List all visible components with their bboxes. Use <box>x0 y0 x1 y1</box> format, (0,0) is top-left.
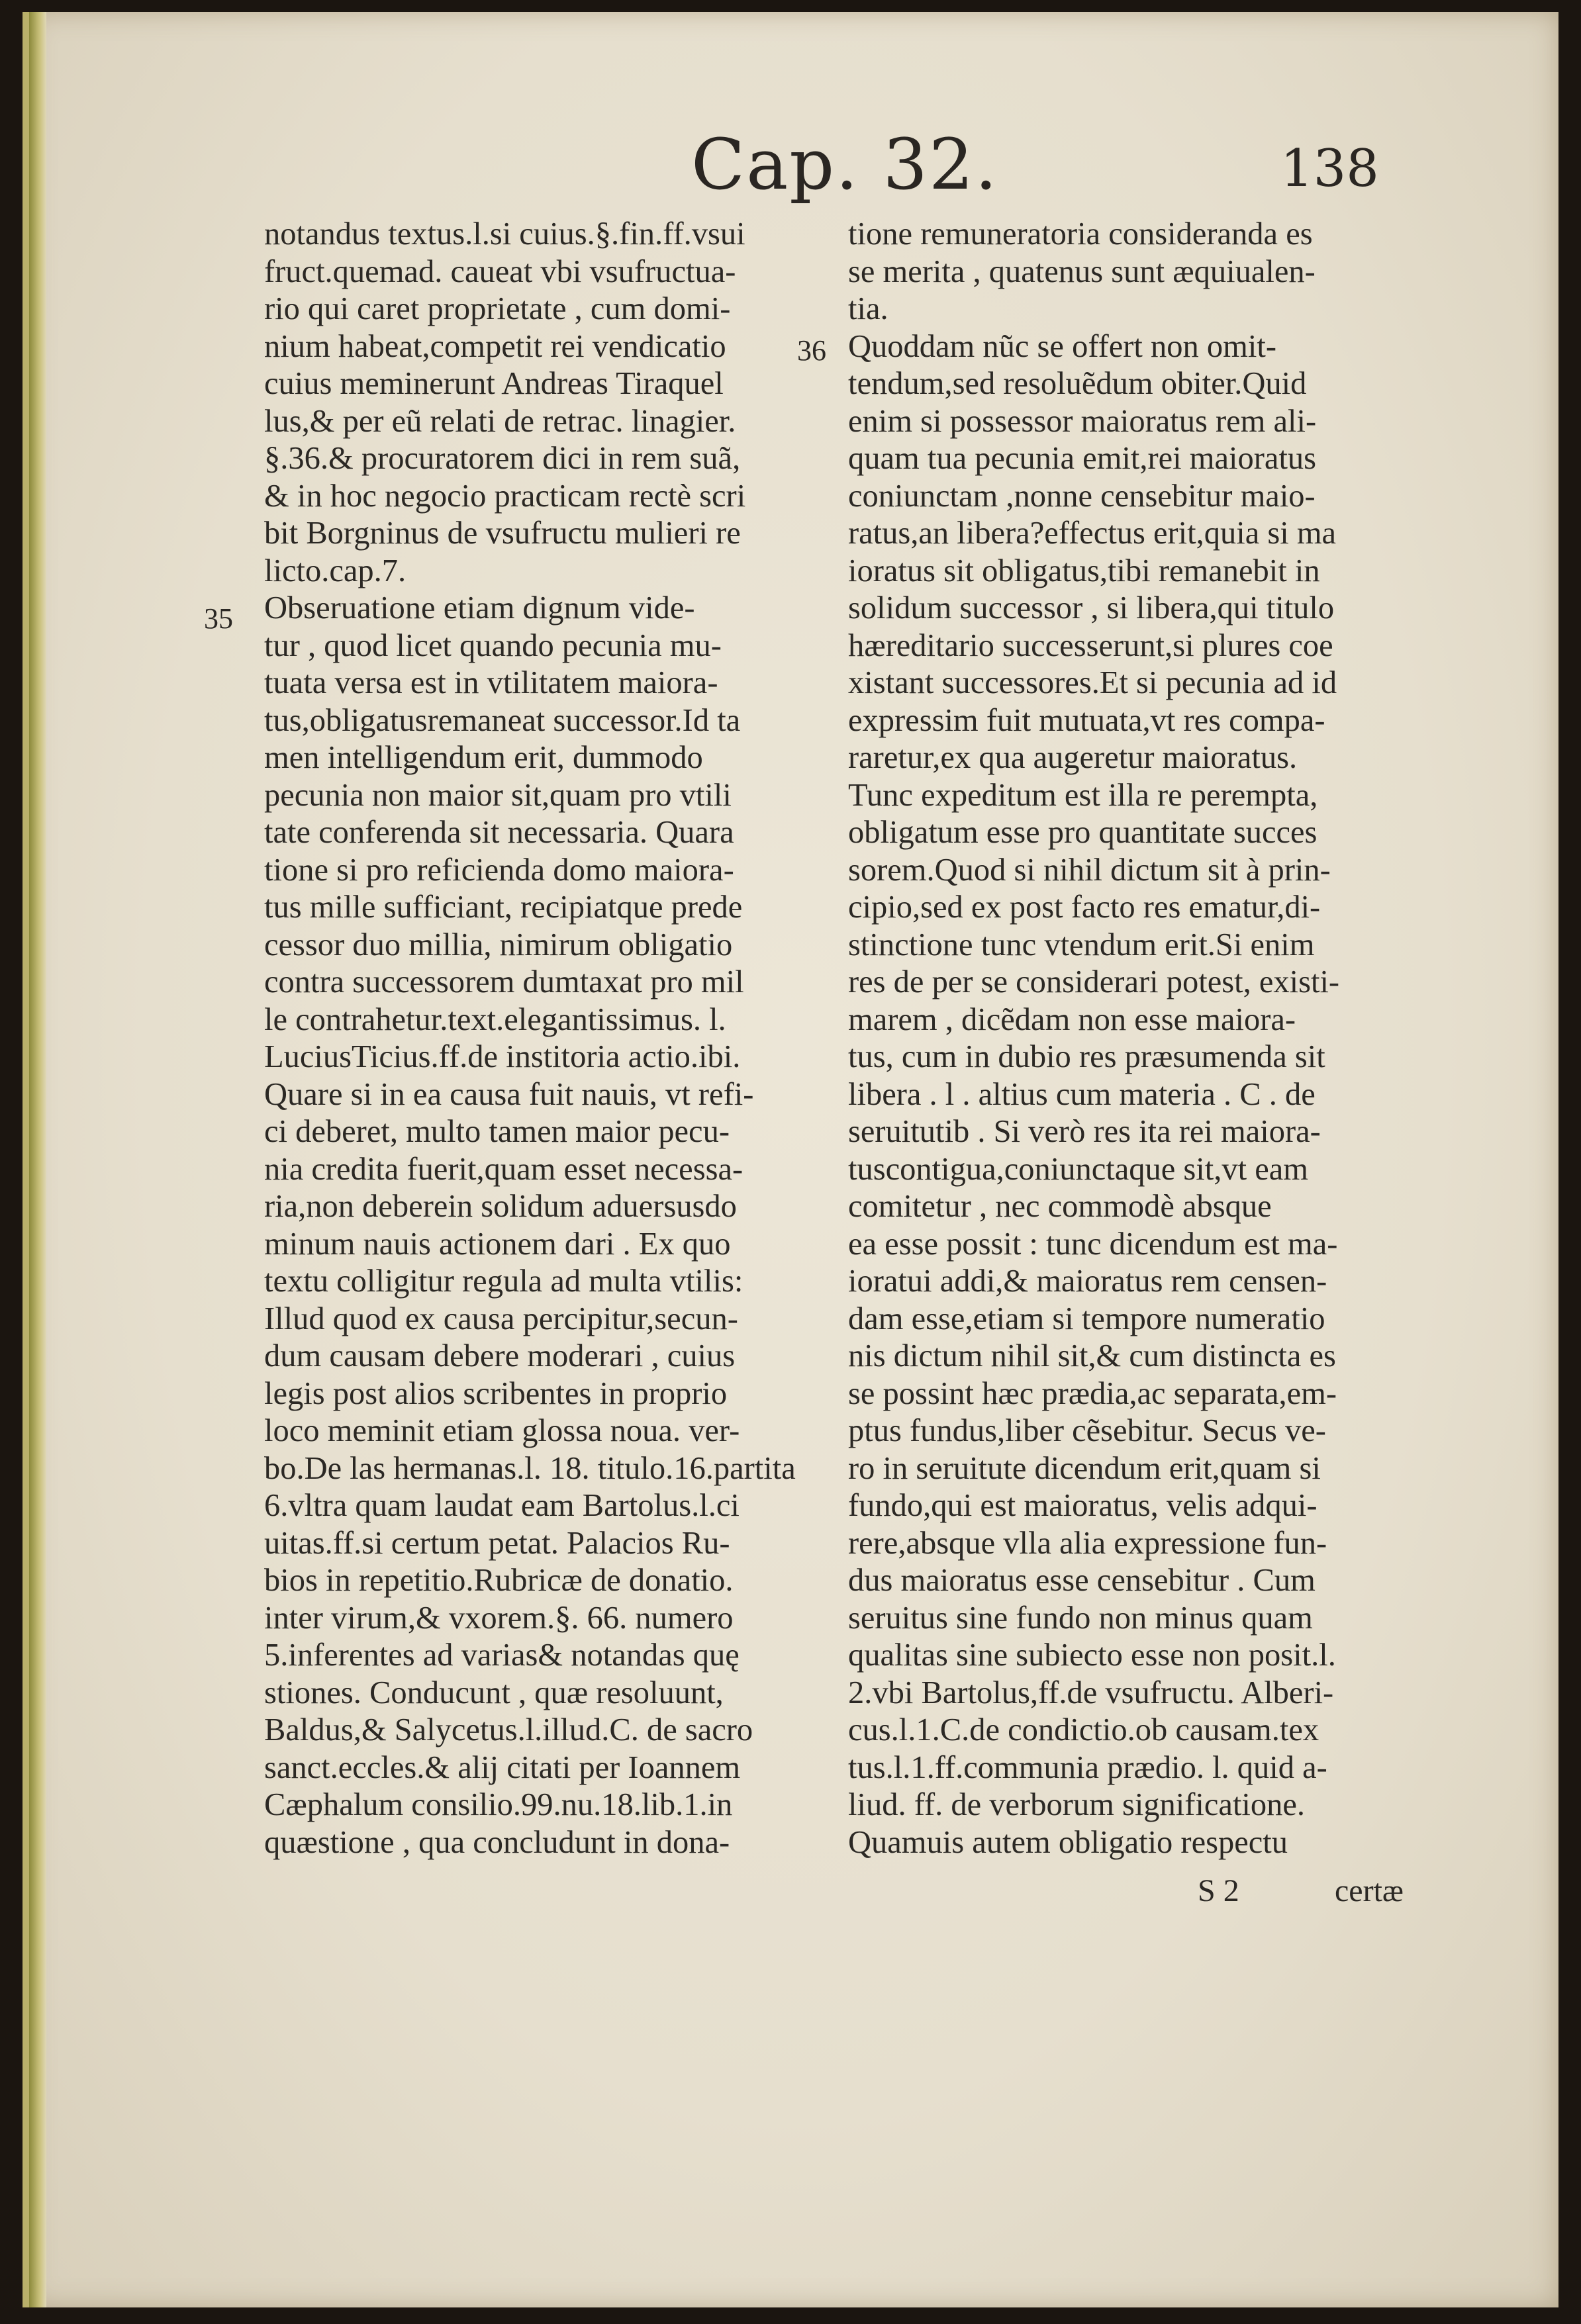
text-line: §.36.& procuratorem dici in rem suã, <box>264 441 741 476</box>
text-line: ioratui addi,& maioratus rem censen- <box>848 1264 1327 1299</box>
text-line: raretur,ex qua augeretur maioratus. <box>848 740 1298 775</box>
text-line: legis post alios scribentes in proprio <box>264 1375 728 1411</box>
text-line: tus mille sufficiant, recipiatque prede <box>264 890 743 925</box>
text-line: fruct.quemad. caueat vbi vsufructua- <box>264 254 736 289</box>
text-line: Obseruatione etiam dignum vide- <box>264 590 695 626</box>
text-line: dam esse,etiam si tempore numeratio <box>848 1301 1325 1336</box>
text-line: loco meminit etiam glossa noua. ver- <box>264 1413 740 1448</box>
text-line: ioratus sit obligatus,tibi remanebit in <box>848 553 1320 588</box>
text-line: lus,& per eũ relati de retrac. linagier. <box>264 403 736 439</box>
text-line: cus.l.1.C.de condictio.ob causam.tex <box>848 1712 1319 1747</box>
text-line: rere,absque vlla alia expressione fun- <box>848 1525 1327 1561</box>
text-line: uitas.ff.si certum petat. Palacios Ru- <box>264 1525 730 1561</box>
text-line: ria,non deberein solidum aduersusdo <box>264 1189 737 1224</box>
text-line: dum causam debere moderari , cuius <box>264 1338 736 1373</box>
text-line: tione remuneratoria consideranda es <box>848 216 1313 252</box>
text-line: Cæphalum consilio.99.nu.18.lib.1.in <box>264 1787 733 1822</box>
text-line: Quare si in ea causa fuit nauis, vt refi- <box>264 1076 754 1112</box>
margin-number-36: 36 <box>797 334 826 367</box>
text-line: ptus fundus,liber cẽsebitur. Secus ve- <box>848 1413 1326 1448</box>
signature-mark: S 2 <box>1198 1873 1239 1908</box>
margin-number-35: 35 <box>204 602 233 635</box>
text-line: Quoddam nũc se offert non omit- <box>848 328 1276 364</box>
text-line: Illud quod ex causa percipitur,secun- <box>264 1301 738 1336</box>
text-line: bo.De las hermanas.l. 18. titulo.16.partita <box>264 1450 796 1486</box>
text-line: enim si possessor maioratus rem ali- <box>848 403 1317 439</box>
text-line: bit Borgninus de vsufructu mulieri re <box>264 516 741 551</box>
text-line: tate conferenda sit necessaria. Quara <box>264 815 734 850</box>
catchword: certæ <box>1335 1873 1404 1908</box>
text-line: tendum,sed resoluẽdum obiter.Quid <box>848 366 1307 401</box>
text-line: cipio,sed ex post facto res ematur,di- <box>848 890 1321 925</box>
folio-number: 138 <box>1280 139 1379 199</box>
text-line: stiones. Conducunt , quæ resoluunt, <box>264 1675 724 1710</box>
text-line: ea esse possit : tunc dicendum est ma- <box>848 1226 1338 1262</box>
text-line: Baldus,& Salycetus.l.illud.C. de sacro <box>264 1712 753 1747</box>
text-line: comitetur , nec commodè absque <box>848 1189 1272 1224</box>
text-line: LuciusTicius.ff.de institoria actio.ibi. <box>264 1039 741 1074</box>
text-line: nis dictum nihil sit,& cum distincta es <box>848 1338 1336 1373</box>
right-text-column <box>848 216 1404 1861</box>
text-line: fundo,qui est maioratus, velis adqui- <box>848 1488 1318 1523</box>
text-line: Tunc expeditum est illa re perempta, <box>848 777 1318 813</box>
book-page <box>23 12 1558 2307</box>
text-line: tus, cum in dubio res præsumenda sit <box>848 1039 1325 1074</box>
text-line: licto.cap.7. <box>264 553 407 588</box>
text-line: nia credita fuerit,quam esset necessa- <box>264 1151 743 1187</box>
text-line: & in hoc negocio practicam rectè scri <box>264 478 746 514</box>
left-text-column <box>264 216 807 1861</box>
text-line: xistant successores.Et si pecunia ad id <box>848 665 1337 700</box>
text-line: res de per se considerari potest, existi- <box>848 964 1340 999</box>
text-line: rio qui caret proprietate , cum domi- <box>264 291 731 326</box>
text-line: seruitutib . Si verò res ita rei maiora- <box>848 1114 1321 1149</box>
text-line: ratus,an libera?effectus erit,quia si ma <box>848 516 1337 551</box>
text-line: Quamuis autem obligatio respectu <box>848 1824 1288 1860</box>
text-line: quam tua pecunia emit,rei maioratus <box>848 441 1317 476</box>
text-line: bios in repetitio.Rubricæ de donatio. <box>264 1563 734 1598</box>
text-line: liud. ff. de verborum significatione. <box>848 1787 1306 1822</box>
text-line: cuius meminerunt Andreas Tiraquel <box>264 366 724 401</box>
text-line: notandus textus.l.si cuius.§.fin.ff.vsui <box>264 216 745 252</box>
text-line: tuata versa est in vtilitatem maiora- <box>264 665 718 700</box>
text-line: pecunia non maior sit,quam pro vtili <box>264 777 732 813</box>
text-line: qualitas sine subiecto esse non posit.l. <box>848 1638 1336 1673</box>
text-line: tur , quod licet quando pecunia mu- <box>264 627 722 663</box>
text-line: nium habeat,competit rei vendicatio <box>264 328 726 364</box>
text-line: sorem.Quod si nihil dictum sit à prin- <box>848 852 1331 888</box>
text-line: textu colligitur regula ad multa vtilis: <box>264 1264 743 1299</box>
text-line: expressim fuit mutuata,vt res compa- <box>848 702 1325 738</box>
text-line: hæreditario successerunt,si plures coe <box>848 627 1333 663</box>
page-gilt-edge <box>29 12 46 2307</box>
text-line: solidum successor , si libera,qui titulo <box>848 590 1335 626</box>
text-line: sanct.eccles.& alij citati per Ioannem <box>264 1749 741 1785</box>
text-line: seruitus sine fundo non minus quam <box>848 1600 1313 1636</box>
text-line: tuscontigua,coniunctaque sit,vt eam <box>848 1151 1308 1187</box>
text-line: cessor duo millia, nimirum obligatio <box>264 927 733 962</box>
text-line: se merita , quatenus sunt æquiualen- <box>848 254 1316 289</box>
text-line: stinctione tunc vtendum erit.Si enim <box>848 927 1315 962</box>
text-line: ro in seruitute dicendum erit,quam si <box>848 1450 1321 1486</box>
text-line: coniunctam ,nonne censebitur maio- <box>848 478 1316 514</box>
text-line: tus,obligatusremaneat successor.Id ta <box>264 702 741 738</box>
text-line: obligatum esse pro quantitate succes <box>848 815 1318 850</box>
text-line: 5.inferentes ad varias& notandas quę <box>264 1638 740 1673</box>
text-line: dus maioratus esse censebitur . Cum <box>848 1563 1316 1598</box>
text-line: men intelligendum erit, dummodo <box>264 740 703 775</box>
text-line: tus.l.1.ff.communia prædio. l. quid a- <box>848 1749 1327 1785</box>
text-line: minum nauis actionem dari . Ex quo <box>264 1226 731 1262</box>
text-line: le contrahetur.text.elegantissimus. l. <box>264 1001 726 1037</box>
text-line: inter virum,& vxorem.§. 66. numero <box>264 1600 734 1636</box>
text-line: quæstione , qua concludunt in dona- <box>264 1824 730 1860</box>
text-line: tia. <box>848 291 888 326</box>
text-line: tione si pro reficienda domo maiora- <box>264 852 734 888</box>
text-line: ci deberet, multo tamen maior pecu- <box>264 1114 730 1149</box>
text-line: 6.vltra quam laudat eam Bartolus.l.ci <box>264 1488 740 1523</box>
text-line: 2.vbi Bartolus,ff.de vsufructu. Alberi- <box>848 1675 1334 1710</box>
text-line: marem , dicẽdam non esse maiora- <box>848 1001 1296 1037</box>
text-line: libera . l . altius cum materia . C . de <box>848 1076 1316 1112</box>
text-line: se possint hæc prædia,ac separata,em- <box>848 1375 1337 1411</box>
chapter-heading: Cap. 32. <box>691 124 999 205</box>
text-line: contra successorem dumtaxat pro mil <box>264 964 744 999</box>
